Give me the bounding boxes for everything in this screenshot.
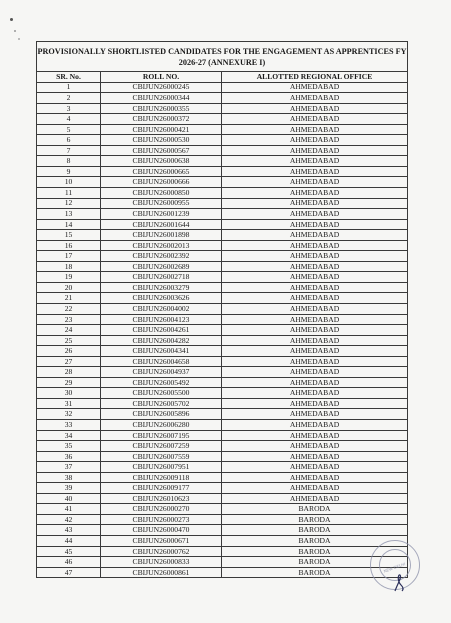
cell-roll-no: CBIJUN26010623 xyxy=(101,493,222,504)
cell-sr-no: 18 xyxy=(37,261,101,272)
cell-regional-office: AHMEDABAD xyxy=(222,398,408,409)
table-row xyxy=(37,124,408,135)
table-row xyxy=(37,82,408,93)
cell-sr-no: 36 xyxy=(37,451,101,462)
cell-sr-no: 24 xyxy=(37,325,101,336)
table-row xyxy=(37,493,408,504)
cell-sr-no: 6 xyxy=(37,135,101,146)
table-row xyxy=(37,525,408,536)
cell-roll-no: CBIJUN26000470 xyxy=(101,525,222,536)
table-row xyxy=(37,303,408,314)
seal-text: NEW DELHI xyxy=(382,561,406,574)
table-row xyxy=(37,377,408,388)
table-row xyxy=(37,346,408,357)
cell-regional-office: AHMEDABAD xyxy=(222,198,408,209)
cell-regional-office: AHMEDABAD xyxy=(222,135,408,146)
cell-regional-office: AHMEDABAD xyxy=(222,240,408,251)
table-row xyxy=(37,272,408,283)
cell-regional-office: AHMEDABAD xyxy=(222,346,408,357)
cell-sr-no: 7 xyxy=(37,145,101,156)
cell-roll-no: CBIJUN26000861 xyxy=(101,567,222,578)
cell-sr-no: 23 xyxy=(37,314,101,325)
table-row xyxy=(37,441,408,452)
table-row xyxy=(37,546,408,557)
cell-regional-office: AHMEDABAD xyxy=(222,82,408,93)
cell-roll-no: CBIJUN26000671 xyxy=(101,536,222,547)
table-row xyxy=(37,156,408,167)
cell-regional-office: AHMEDABAD xyxy=(222,388,408,399)
cell-regional-office: AHMEDABAD xyxy=(222,325,408,336)
table-row xyxy=(37,230,408,241)
cell-sr-no: 26 xyxy=(37,346,101,357)
cell-regional-office: AHMEDABAD xyxy=(222,261,408,272)
table-row xyxy=(37,451,408,462)
cell-regional-office: AHMEDABAD xyxy=(222,166,408,177)
cell-sr-no: 11 xyxy=(37,187,101,198)
cell-roll-no: CBIJUN26000638 xyxy=(101,156,222,167)
cell-roll-no: CBIJUN26000421 xyxy=(101,124,222,135)
cell-regional-office: AHMEDABAD xyxy=(222,356,408,367)
cell-sr-no: 5 xyxy=(37,124,101,135)
cell-roll-no: CBIJUN26000955 xyxy=(101,198,222,209)
cell-roll-no: CBIJUN26001239 xyxy=(101,209,222,220)
cell-sr-no: 27 xyxy=(37,356,101,367)
cell-regional-office: AHMEDABAD xyxy=(222,462,408,473)
cell-regional-office: AHMEDABAD xyxy=(222,420,408,431)
cell-regional-office: AHMEDABAD xyxy=(222,483,408,494)
cell-roll-no: CBIJUN26000273 xyxy=(101,514,222,525)
cell-roll-no: CBIJUN26007259 xyxy=(101,441,222,452)
table-row xyxy=(37,177,408,188)
cell-sr-no: 17 xyxy=(37,251,101,262)
table-row xyxy=(37,209,408,220)
cell-sr-no: 12 xyxy=(37,198,101,209)
cell-sr-no: 22 xyxy=(37,303,101,314)
cell-regional-office: AHMEDABAD xyxy=(222,409,408,420)
cell-sr-no: 14 xyxy=(37,219,101,230)
cell-sr-no: 32 xyxy=(37,409,101,420)
table-row xyxy=(37,420,408,431)
cell-sr-no: 38 xyxy=(37,472,101,483)
cell-sr-no: 9 xyxy=(37,166,101,177)
table-row xyxy=(37,557,408,568)
cell-roll-no: CBIJUN26000666 xyxy=(101,177,222,188)
cell-regional-office: AHMEDABAD xyxy=(222,219,408,230)
table-row xyxy=(37,430,408,441)
shortlist-table xyxy=(36,41,408,578)
table-row xyxy=(37,483,408,494)
table-row xyxy=(37,166,408,177)
cell-regional-office: AHMEDABAD xyxy=(222,282,408,293)
table-row xyxy=(37,398,408,409)
cell-roll-no: CBIJUN26004937 xyxy=(101,367,222,378)
cell-regional-office: BARODA xyxy=(222,557,408,568)
table-body xyxy=(37,82,408,578)
cell-sr-no: 8 xyxy=(37,156,101,167)
header-row xyxy=(37,72,408,83)
cell-roll-no: CBIJUN26000850 xyxy=(101,187,222,198)
cell-regional-office: AHMEDABAD xyxy=(222,451,408,462)
signature-mark xyxy=(392,573,406,593)
scan-speck xyxy=(14,30,16,32)
table-row xyxy=(37,103,408,114)
cell-sr-no: 42 xyxy=(37,514,101,525)
cell-roll-no: CBIJUN26000245 xyxy=(101,82,222,93)
cell-sr-no: 4 xyxy=(37,114,101,125)
cell-regional-office: AHMEDABAD xyxy=(222,335,408,346)
cell-sr-no: 28 xyxy=(37,367,101,378)
cell-sr-no: 29 xyxy=(37,377,101,388)
cell-regional-office: AHMEDABAD xyxy=(222,187,408,198)
table-row xyxy=(37,93,408,104)
header-roll-no: ROLL NO. xyxy=(101,72,222,83)
cell-regional-office: AHMEDABAD xyxy=(222,472,408,483)
table-row xyxy=(37,356,408,367)
cell-regional-office: AHMEDABAD xyxy=(222,272,408,283)
cell-roll-no: CBIJUN26007951 xyxy=(101,462,222,473)
cell-regional-office: AHMEDABAD xyxy=(222,103,408,114)
cell-sr-no: 34 xyxy=(37,430,101,441)
cell-regional-office: AHMEDABAD xyxy=(222,114,408,125)
cell-regional-office: BARODA xyxy=(222,525,408,536)
cell-sr-no: 45 xyxy=(37,546,101,557)
cell-sr-no: 44 xyxy=(37,536,101,547)
cell-sr-no: 19 xyxy=(37,272,101,283)
cell-roll-no: CBIJUN26000270 xyxy=(101,504,222,515)
cell-sr-no: 20 xyxy=(37,282,101,293)
cell-regional-office: AHMEDABAD xyxy=(222,441,408,452)
cell-roll-no: CBIJUN26009118 xyxy=(101,472,222,483)
cell-sr-no: 31 xyxy=(37,398,101,409)
cell-sr-no: 15 xyxy=(37,230,101,241)
cell-roll-no: CBIJUN26005896 xyxy=(101,409,222,420)
table-row xyxy=(37,462,408,473)
cell-roll-no: CBIJUN26006280 xyxy=(101,420,222,431)
cell-sr-no: 13 xyxy=(37,209,101,220)
cell-regional-office: AHMEDABAD xyxy=(222,124,408,135)
cell-sr-no: 3 xyxy=(37,103,101,114)
cell-roll-no: CBIJUN26003626 xyxy=(101,293,222,304)
cell-roll-no: CBIJUN26000665 xyxy=(101,166,222,177)
cell-roll-no: CBIJUN26007195 xyxy=(101,430,222,441)
cell-sr-no: 39 xyxy=(37,483,101,494)
cell-regional-office: AHMEDABAD xyxy=(222,177,408,188)
cell-regional-office: AHMEDABAD xyxy=(222,293,408,304)
cell-roll-no: CBIJUN26004282 xyxy=(101,335,222,346)
cell-regional-office: AHMEDABAD xyxy=(222,93,408,104)
header-sr-no: SR. No. xyxy=(37,72,101,83)
cell-roll-no: CBIJUN26000355 xyxy=(101,103,222,114)
table-row xyxy=(37,219,408,230)
cell-sr-no: 41 xyxy=(37,504,101,515)
cell-regional-office: AHMEDABAD xyxy=(222,367,408,378)
cell-roll-no: CBIJUN26000762 xyxy=(101,546,222,557)
table-row xyxy=(37,145,408,156)
table-row xyxy=(37,325,408,336)
cell-roll-no: CBIJUN26002013 xyxy=(101,240,222,251)
cell-roll-no: CBIJUN26004002 xyxy=(101,303,222,314)
cell-regional-office: AHMEDABAD xyxy=(222,209,408,220)
table-row xyxy=(37,567,408,578)
table-row xyxy=(37,504,408,515)
cell-roll-no: CBIJUN26005492 xyxy=(101,377,222,388)
cell-sr-no: 21 xyxy=(37,293,101,304)
table-row xyxy=(37,251,408,262)
cell-roll-no: CBIJUN26004341 xyxy=(101,346,222,357)
cell-sr-no: 35 xyxy=(37,441,101,452)
cell-regional-office: AHMEDABAD xyxy=(222,430,408,441)
cell-roll-no: CBIJUN26001644 xyxy=(101,219,222,230)
table-row xyxy=(37,282,408,293)
cell-regional-office: AHMEDABAD xyxy=(222,145,408,156)
cell-regional-office: AHMEDABAD xyxy=(222,493,408,504)
cell-roll-no: CBIJUN26009177 xyxy=(101,483,222,494)
cell-regional-office: AHMEDABAD xyxy=(222,303,408,314)
table-row xyxy=(37,240,408,251)
cell-sr-no: 16 xyxy=(37,240,101,251)
cell-regional-office: BARODA xyxy=(222,546,408,557)
cell-regional-office: AHMEDABAD xyxy=(222,230,408,241)
cell-roll-no: CBIJUN26001898 xyxy=(101,230,222,241)
cell-sr-no: 46 xyxy=(37,557,101,568)
cell-roll-no: CBIJUN26005500 xyxy=(101,388,222,399)
table-title: PROVISIONALLY SHORTLISTED CANDIDATES FOR THE ENGAGEMENT AS APPRENTICES FY 2026-27 (ANNEXURE I) xyxy=(37,42,408,72)
cell-sr-no: 2 xyxy=(37,93,101,104)
table-row xyxy=(37,514,408,525)
table-row xyxy=(37,261,408,272)
table-row xyxy=(37,114,408,125)
cell-sr-no: 30 xyxy=(37,388,101,399)
table-row xyxy=(37,367,408,378)
table-row xyxy=(37,335,408,346)
cell-regional-office: AHMEDABAD xyxy=(222,377,408,388)
cell-roll-no: CBIJUN26000344 xyxy=(101,93,222,104)
table-row xyxy=(37,198,408,209)
cell-roll-no: CBIJUN26002392 xyxy=(101,251,222,262)
table-row xyxy=(37,135,408,146)
cell-roll-no: CBIJUN26004123 xyxy=(101,314,222,325)
table-row xyxy=(37,187,408,198)
cell-regional-office: BARODA xyxy=(222,536,408,547)
cell-roll-no: CBIJUN26002718 xyxy=(101,272,222,283)
cell-roll-no: CBIJUN26002689 xyxy=(101,261,222,272)
cell-regional-office: AHMEDABAD xyxy=(222,251,408,262)
table-row xyxy=(37,472,408,483)
cell-regional-office: BARODA xyxy=(222,514,408,525)
cell-sr-no: 43 xyxy=(37,525,101,536)
cell-sr-no: 1 xyxy=(37,82,101,93)
cell-roll-no: CBIJUN26004658 xyxy=(101,356,222,367)
table-row xyxy=(37,388,408,399)
table-row xyxy=(37,314,408,325)
cell-roll-no: CBIJUN26000567 xyxy=(101,145,222,156)
table-row xyxy=(37,409,408,420)
table-row xyxy=(37,293,408,304)
cell-sr-no: 33 xyxy=(37,420,101,431)
cell-roll-no: CBIJUN26000833 xyxy=(101,557,222,568)
cell-regional-office: BARODA xyxy=(222,504,408,515)
cell-regional-office: AHMEDABAD xyxy=(222,156,408,167)
cell-sr-no: 25 xyxy=(37,335,101,346)
cell-roll-no: CBIJUN26004261 xyxy=(101,325,222,336)
cell-sr-no: 10 xyxy=(37,177,101,188)
cell-sr-no: 47 xyxy=(37,567,101,578)
cell-sr-no: 40 xyxy=(37,493,101,504)
cell-roll-no: CBIJUN26005702 xyxy=(101,398,222,409)
cell-roll-no: CBIJUN26003279 xyxy=(101,282,222,293)
cell-roll-no: CBIJUN26000530 xyxy=(101,135,222,146)
cell-sr-no: 37 xyxy=(37,462,101,473)
table-row xyxy=(37,536,408,547)
cell-roll-no: CBIJUN26000372 xyxy=(101,114,222,125)
cell-regional-office: BARODA xyxy=(222,567,408,578)
cell-regional-office: AHMEDABAD xyxy=(222,314,408,325)
scan-speck xyxy=(18,38,20,40)
scan-speck xyxy=(10,18,13,21)
header-regional-office: ALLOTTED REGIONAL OFFICE xyxy=(222,72,408,83)
cell-roll-no: CBIJUN26007559 xyxy=(101,451,222,462)
